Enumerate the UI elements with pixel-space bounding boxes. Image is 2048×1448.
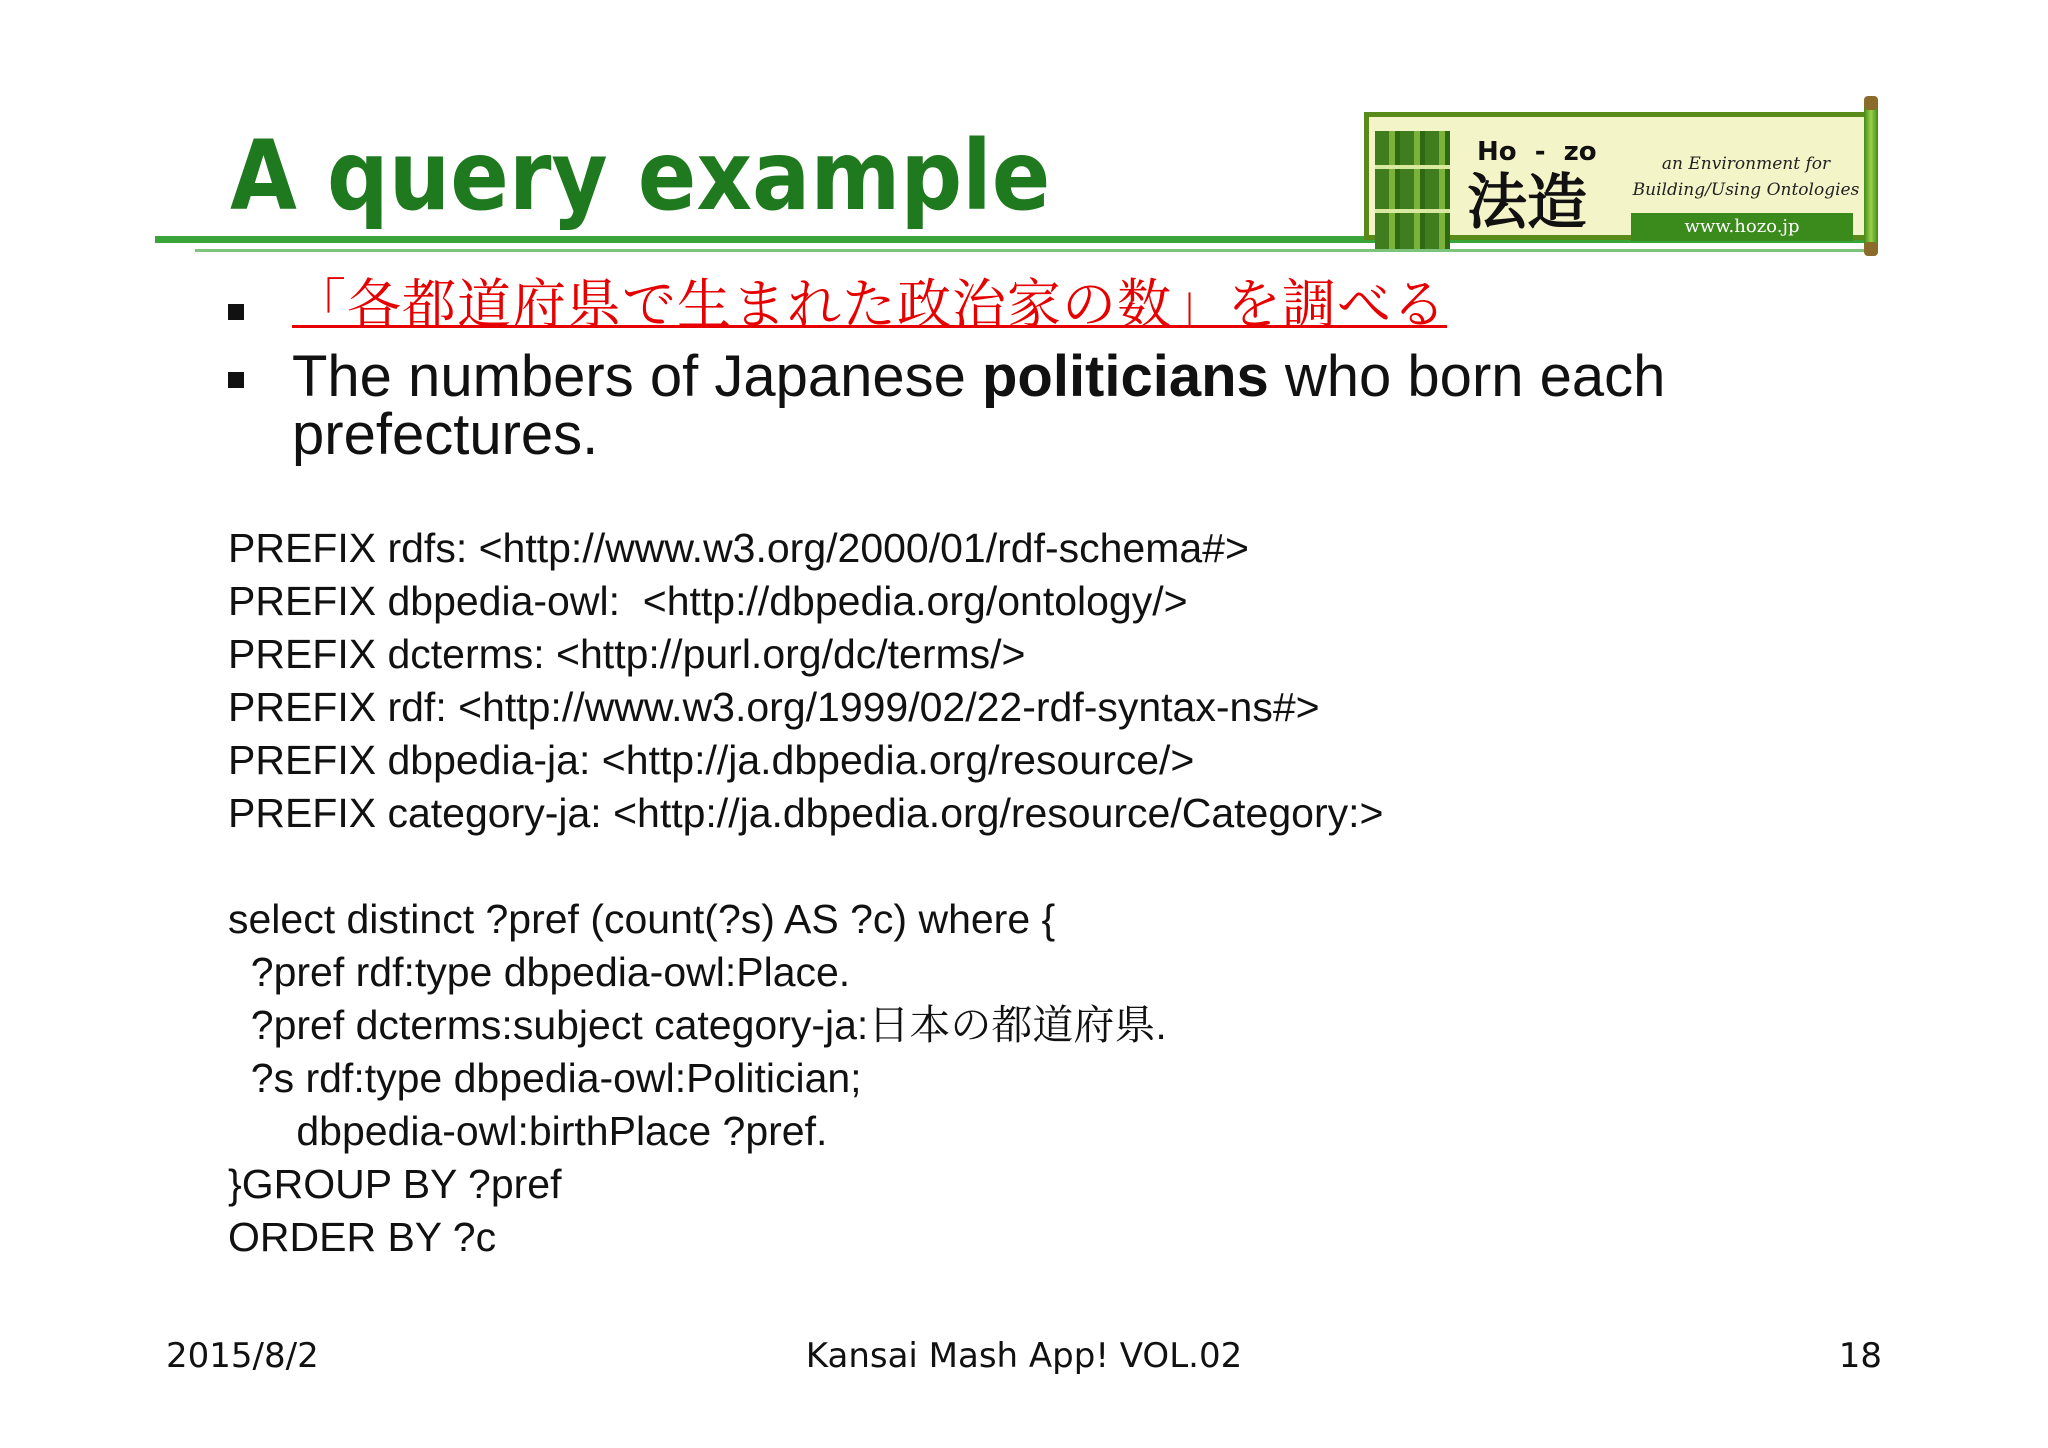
logo-frame xyxy=(1364,112,1869,240)
page-number: 18 xyxy=(1838,1336,1882,1376)
code-line: ?s rdf:type dbpedia-owl:Politician; xyxy=(228,1055,862,1101)
bamboo-node xyxy=(1375,209,1450,213)
scroll-rod-icon xyxy=(1864,100,1878,252)
code-line: select distinct ?pref (count(?s) AS ?c) where { xyxy=(228,896,1056,942)
logo-url: www.hozo.jp xyxy=(1631,213,1853,241)
logo-tagline-line-2: Building/Using Ontologies xyxy=(1632,180,1860,200)
code-line: }GROUP BY ?pref xyxy=(228,1161,562,1207)
code-line: dbpedia-owl:birthPlace ?pref. xyxy=(228,1108,828,1154)
code-line: PREFIX rdf: <http://www.w3.org/1999/02/22-rdf-syntax-ns#> xyxy=(228,684,1320,730)
scroll-knob-icon xyxy=(1864,96,1878,110)
logo-tagline-line-1: an Environment for xyxy=(1661,154,1831,174)
code-line xyxy=(228,840,1383,893)
square-bullet-icon xyxy=(228,372,244,388)
code-line: PREFIX category-ja: <http://ja.dbpedia.org/resource/Category:> xyxy=(228,790,1384,836)
code-line: ?pref dcterms:subject category-ja:日本の都道府県. xyxy=(228,1002,1167,1048)
logo-tagline xyxy=(1631,151,1861,203)
code-line: ?pref rdf:type dbpedia-owl:Place. xyxy=(228,949,851,995)
sparql-query xyxy=(228,522,1383,1264)
bamboo-node xyxy=(1375,165,1450,169)
footer-date: 2015/8/2 xyxy=(166,1336,319,1376)
bamboo-icon xyxy=(1375,131,1450,249)
footer-event: Kansai Mash App! VOL.02 xyxy=(805,1336,1243,1376)
bullet-text-english xyxy=(292,344,1852,467)
code-line: ORDER BY ?c xyxy=(228,1214,497,1260)
code-line: PREFIX dbpedia-owl: <http://dbpedia.org/ontology/> xyxy=(228,578,1188,624)
square-bullet-icon xyxy=(228,304,244,320)
code-line: PREFIX rdfs: <http://www.w3.org/2000/01/rdf-schema#> xyxy=(228,525,1249,571)
slide-title: A query example xyxy=(230,120,1051,232)
code-line: PREFIX dcterms: <http://purl.org/dc/terms/> xyxy=(228,631,1026,677)
bullet-text-after: who born each prefectures. xyxy=(292,344,1666,467)
logo-kanji: 法造 xyxy=(1467,168,1587,238)
logo-ho-zo: Ho - zo xyxy=(1477,137,1597,167)
bullet-text-before: The numbers of Japanese xyxy=(292,344,982,409)
scroll-knob-icon xyxy=(1864,242,1878,256)
code-line: PREFIX dbpedia-ja: <http://ja.dbpedia.org/resource/> xyxy=(228,737,1195,783)
hozo-logo xyxy=(1364,100,1904,250)
bullet-text-bold: politicians xyxy=(981,344,1269,409)
bullet-text-japanese: 「各都道府県で生まれた政治家の数」を調べる xyxy=(292,273,1447,336)
